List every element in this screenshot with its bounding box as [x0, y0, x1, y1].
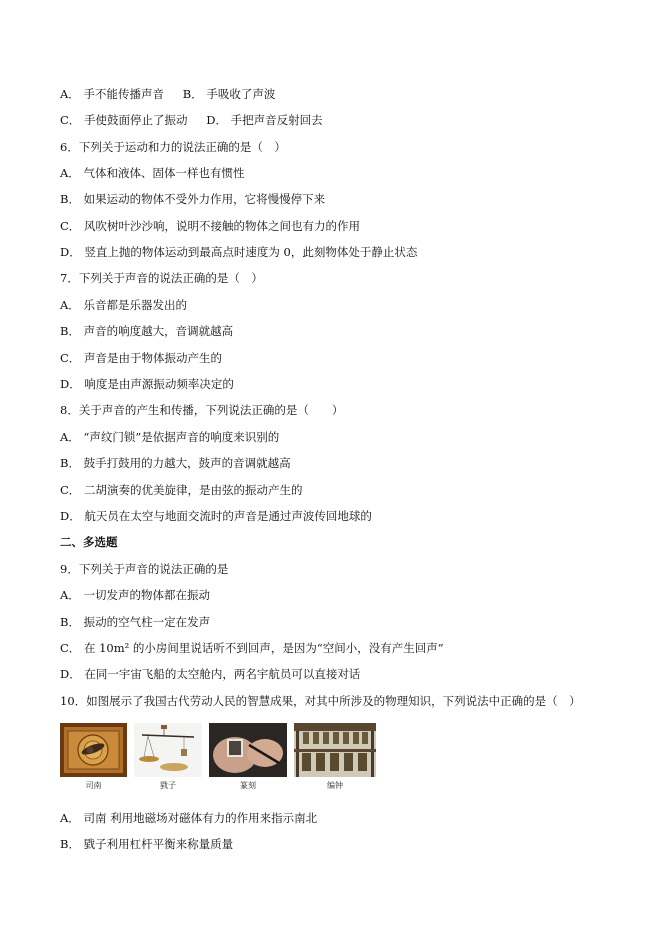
caption-zhuanke: 篆刻: [240, 781, 256, 790]
q6-option-d: D． 竖直上抛的物体运动到最高点时速度为 0，此刻物体处于静止状态: [60, 245, 418, 259]
caption-bianzhong: 编钟: [327, 781, 343, 790]
q8-option-b: B． 鼓手打鼓用的力越大，鼓声的音调就越高: [60, 456, 291, 470]
figure-zhuanke: [209, 723, 287, 790]
caption-dengzi: 戥子: [160, 781, 176, 790]
q6-option-b: B． 如果运动的物体不受外力作用，它将慢慢停下来: [60, 192, 326, 206]
q6-stem: 6．下列关于运动和力的说法正确的是（ ）: [60, 140, 286, 154]
q9-stem: 9．下列关于声音的说法正确的是: [60, 562, 229, 576]
q9-option-d: D． 在同一宇宙飞船的太空舱内，两名宇航员可以直接对话: [60, 667, 361, 681]
q5-options-ab: A． 手不能传播声音 B． 手吸收了声波: [60, 87, 276, 101]
q7-option-a: A． 乐音都是乐器发出的: [60, 298, 187, 312]
q5-options-cd: C． 手使鼓面停止了振动 D． 手把声音反射回去: [60, 113, 323, 127]
q10-option-a: A． 司南 利用地磁场对磁体有力的作用来指示南北: [60, 811, 318, 825]
q8-stem: 8．关于声音的产生和传播，下列说法正确的是（ ）: [60, 403, 344, 417]
section-heading-multi-choice: 二、多选题: [60, 535, 118, 549]
figure-bianzhong: [294, 723, 376, 790]
caption-sinan: 司南: [85, 781, 102, 790]
q9-option-a: A． 一切发声的物体都在振动: [60, 588, 210, 602]
q7-option-b: B． 声音的响度越大，音调就越高: [60, 324, 234, 338]
q7-stem: 7．下列关于声音的说法正确的是（ ）: [60, 271, 263, 285]
q10-option-b: B． 戥子利用杠杆平衡来称量质量: [60, 837, 234, 851]
q10-figure-row: [60, 723, 380, 793]
q9-option-b: B． 振动的空气柱一定在发声: [60, 615, 211, 629]
dengzi-picture: [134, 723, 202, 777]
q8-option-a: A． “声纹门锁”是依据声音的响度来识别的: [60, 430, 280, 444]
q8-option-d: D． 航天员在太空与地面交流时的声音是通过声波传回地球的: [60, 509, 372, 523]
q9-option-c: C． 在 10m² 的小房间里说话听不到回声，是因为“空间小，没有产生回声”: [60, 641, 444, 655]
bianzhong-picture: [294, 723, 376, 777]
q6-option-a: A． 气体和液体、固体一样也有惯性: [60, 166, 245, 180]
figure-sinan: [60, 723, 127, 790]
q7-option-d: D． 响度是由声源振动频率决定的: [60, 377, 234, 391]
figure-dengzi: [134, 723, 202, 790]
q10-stem: 10．如图展示了我国古代劳动人民的智慧成果，对其中所涉及的物理知识，下列说法中正确的是（ ）: [60, 694, 581, 708]
q7-option-c: C． 声音是由于物体振动产生的: [60, 351, 222, 365]
q6-option-c: C． 风吹树叶沙沙响，说明不接触的物体之间也有力的作用: [60, 219, 360, 233]
zhuanke-picture: [209, 723, 287, 777]
q8-option-c: C． 二胡演奏的优美旋律，是由弦的振动产生的: [60, 483, 303, 497]
sinan-picture: [60, 723, 127, 777]
